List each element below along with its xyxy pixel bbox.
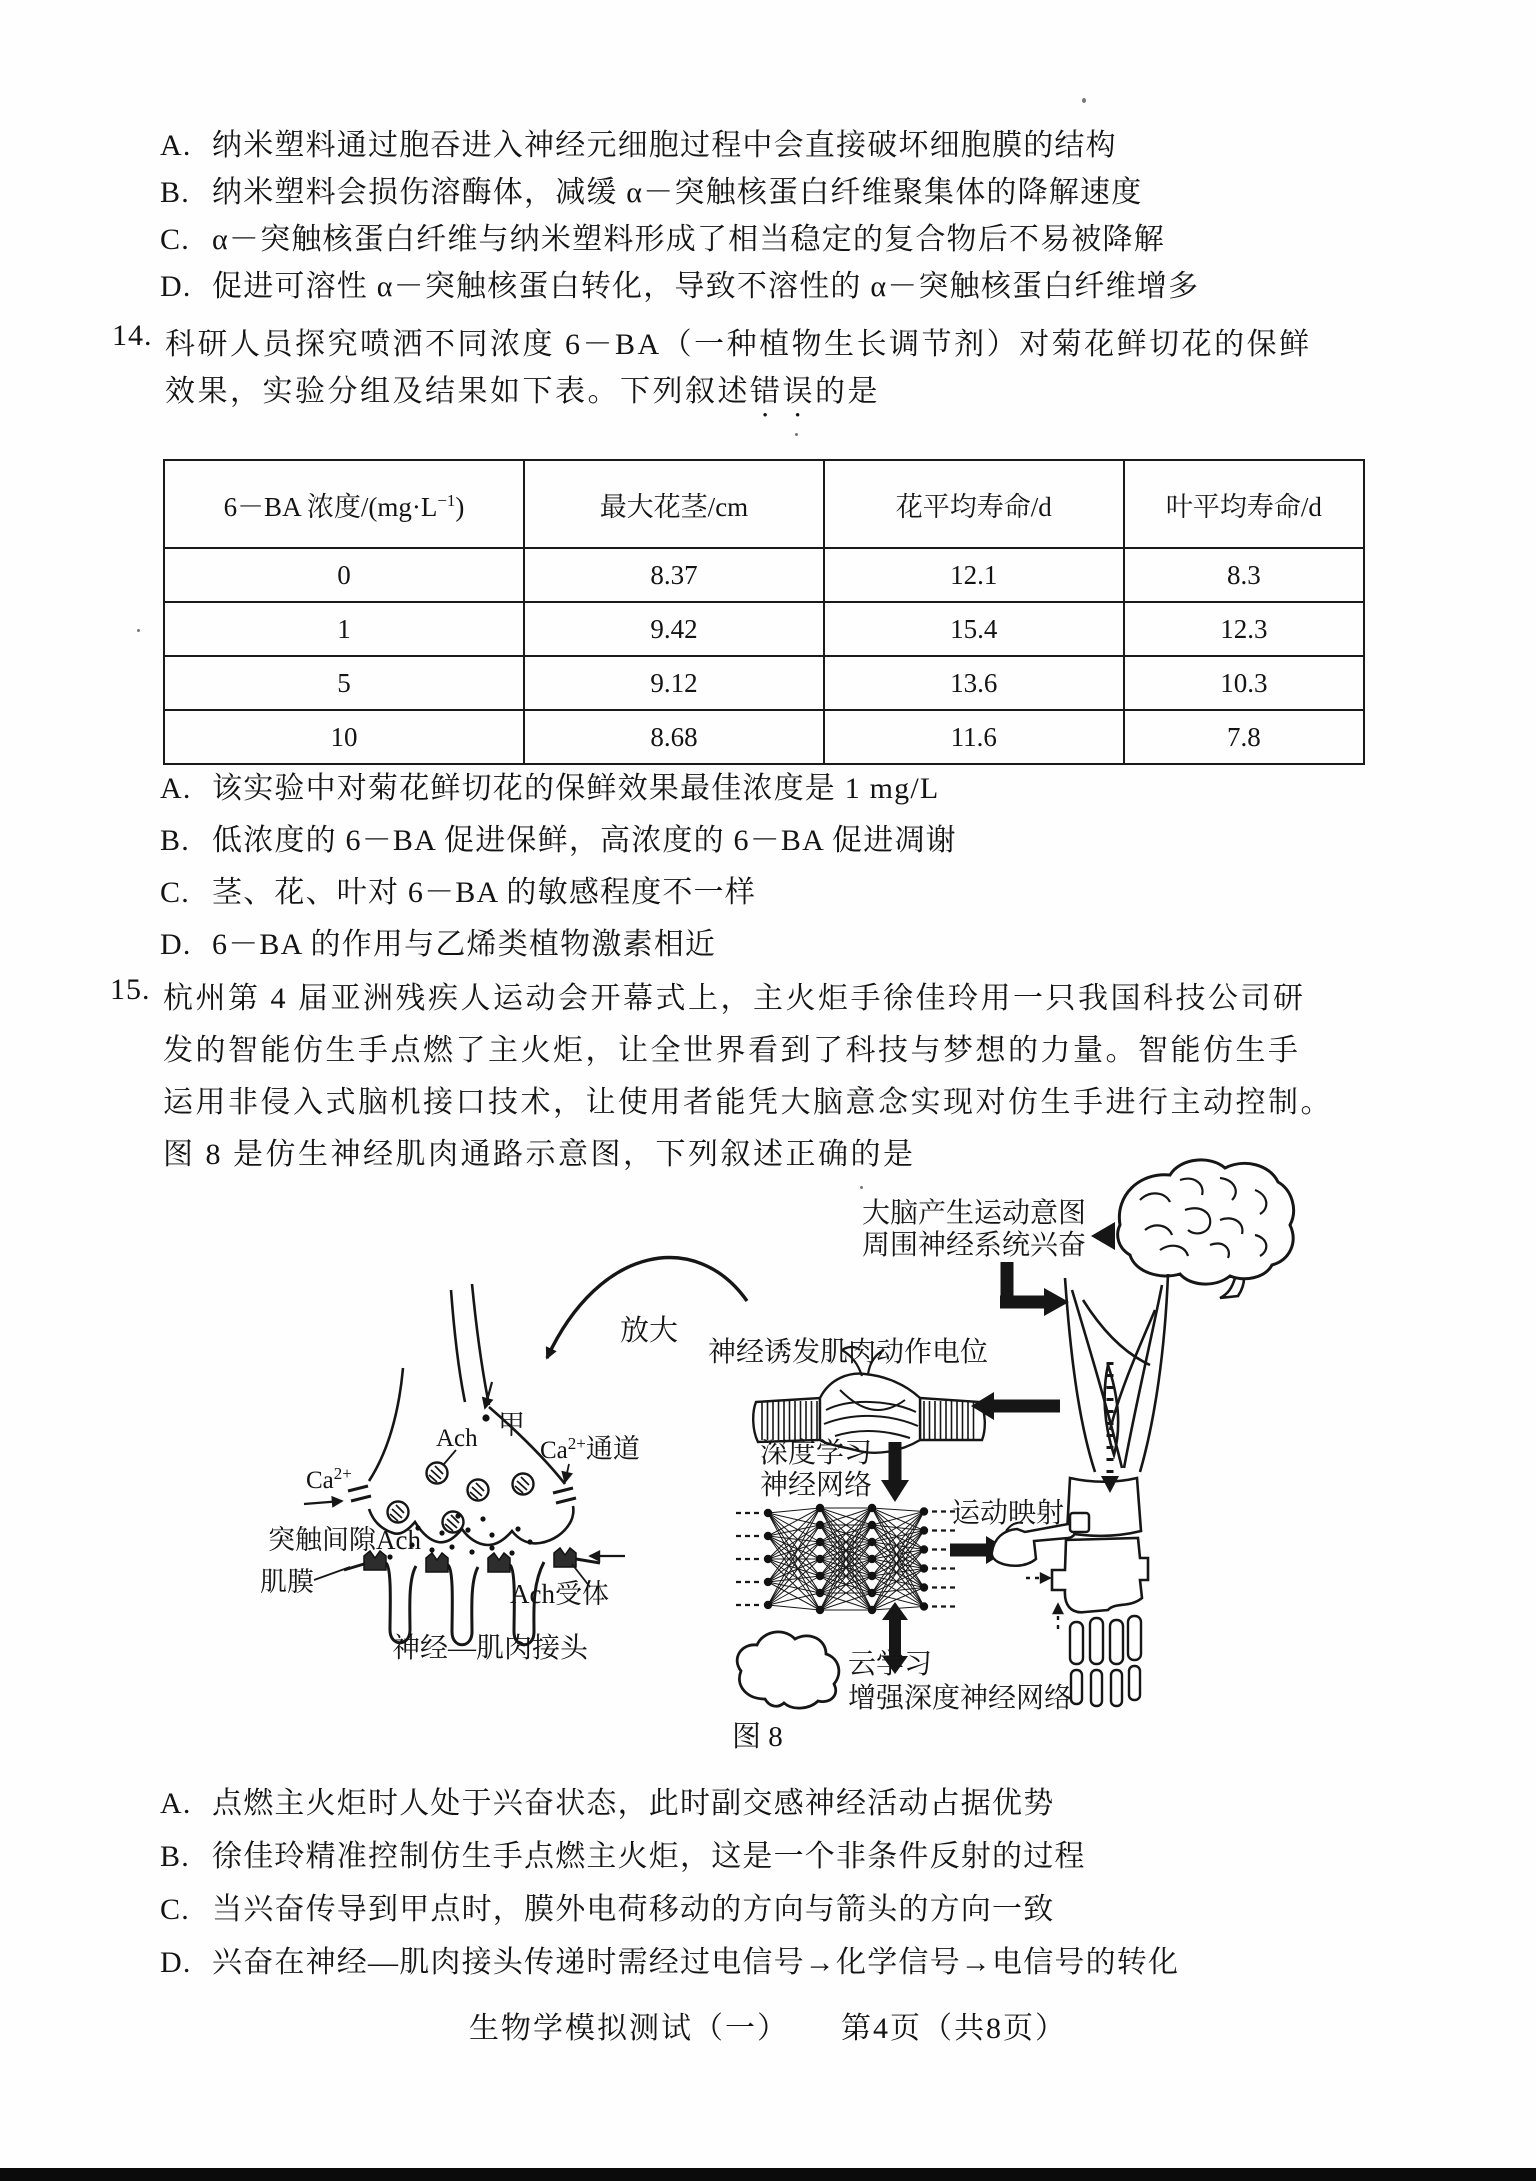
prosthetic-palm xyxy=(1052,1538,1148,1612)
cell: 12.3 xyxy=(1124,602,1364,656)
q15-option-c: C. 当兴奋传导到甲点时，膜外电荷移动的方向与箭头的方向一致 xyxy=(160,1893,1055,1926)
column-header-concentration: 6－BA 浓度$/(mg\cdot L^{-1})$ xyxy=(164,460,524,548)
q14-results-table xyxy=(163,459,1365,765)
cell: 0 xyxy=(164,548,524,602)
footer-title: 生物学模拟测试（一） xyxy=(469,2012,789,2045)
cell: 11.6 xyxy=(824,710,1124,764)
ach-vesicle-icon xyxy=(513,1474,534,1495)
scan-speck xyxy=(137,629,140,632)
point-jia-dot xyxy=(482,1414,489,1421)
q13-option-a xyxy=(160,128,1117,164)
deep-learning-label-line1: 深度学习 xyxy=(760,1438,873,1469)
q14-number: 14. xyxy=(112,319,153,352)
option-text: 纳米塑料会损伤溶酶体，减缓 α－突触核蛋白纤维聚集体的降解速度 xyxy=(212,176,1143,209)
cell: 12.1 xyxy=(824,548,1124,602)
ach-vesicle-icon xyxy=(427,1463,448,1484)
q15-option-d: D. 兴奋在神经—肌肉接头传递时需经过电信号→化学信号→电信号的转化 xyxy=(160,1946,1180,1979)
cell: 10.3 xyxy=(1124,656,1364,710)
cell: 15.4 xyxy=(824,602,1124,656)
ca-inflow-arrow-icon xyxy=(304,1501,342,1504)
option-letter: A. xyxy=(160,129,192,162)
emphasized-word: 错误 xyxy=(750,375,815,408)
cell: 10 xyxy=(164,710,524,764)
cell: 13.6 xyxy=(824,656,1124,710)
figure-caption: 图 8 xyxy=(732,1721,783,1753)
synaptic-cleft-label: 突触间隙Ach xyxy=(268,1525,421,1555)
q14-stem-line-2: 效果，实验分组及结果如下表。下列叙述错误的是 xyxy=(165,375,880,408)
scan-speck xyxy=(860,1186,863,1189)
q15-option-b: B. 徐佳玲精准控制仿生手点燃主火炬，这是一个非条件反射的过程 xyxy=(160,1840,1086,1873)
q15-stem-line-1: 杭州第 4 届亚洲残疾人运动会开幕式上，主火炬手徐佳玲用一只我国科技公司研 xyxy=(163,982,1306,1015)
option-letter: B. xyxy=(160,176,190,209)
biomimetic-pathway-diagram xyxy=(120,1150,1430,1762)
brain-label-line2: 周围神经系统兴奋 xyxy=(862,1230,1087,1261)
q15-stem-line-2: 发的智能仿生手点燃了主火炬，让全世界看到了科技与梦想的力量。智能仿生手 xyxy=(163,1034,1301,1067)
ach-label: Ach xyxy=(436,1425,478,1452)
ach-vesicle-icon xyxy=(443,1512,464,1533)
nmj-label: 神经—肌肉接头 xyxy=(392,1633,589,1664)
scan-edge-bar xyxy=(0,2168,1536,2181)
figure-8 xyxy=(120,1150,1430,1762)
pointer-line xyxy=(314,1567,350,1580)
column-header-flower-life: 花平均寿命/d xyxy=(824,460,1124,548)
option-letter: D. xyxy=(160,270,192,303)
cloud-learning-label: 云学习 xyxy=(848,1649,933,1680)
cell: 1 xyxy=(164,602,524,656)
q14-option-c: C. 茎、花、叶对 6－BA 的敏感程度不一样 xyxy=(160,876,757,909)
option-letter: C. xyxy=(160,223,190,256)
table-row xyxy=(164,548,1364,602)
ach-receptor-icon xyxy=(426,1553,448,1572)
cell: 9.42 xyxy=(524,602,824,656)
neural-network-icon xyxy=(736,1504,958,1614)
q14-option-b: B. 低浓度的 6－BA 促进保鲜，高浓度的 6－BA 促进凋谢 xyxy=(160,824,957,857)
pointer-arrow xyxy=(565,1464,569,1482)
ach-receptor-icon xyxy=(488,1553,510,1572)
q15-number: 15. xyxy=(110,973,151,1006)
option-text: 纳米塑料通过胞吞进入神经元细胞过程中会直接破坏细胞膜的结构 xyxy=(212,129,1117,162)
q15-option-a: A. 点燃主火炬时人处于兴奋状态，此时副交感神经活动占据优势 xyxy=(160,1787,1055,1820)
scan-speck xyxy=(795,433,798,436)
q13-option-c xyxy=(160,222,1165,258)
brain-icon xyxy=(1118,1160,1294,1298)
brain-label-line1: 大脑产生运动意图 xyxy=(862,1198,1087,1229)
table-row xyxy=(164,602,1364,656)
scan-speck xyxy=(1082,98,1086,103)
q13-option-b xyxy=(160,175,1142,211)
point-jia-label: 甲 xyxy=(498,1410,525,1440)
q14-option-d: D. 6－BA 的作用与乙烯类植物激素相近 xyxy=(160,928,717,961)
footer-page-number: 第4页（共8页） xyxy=(841,2012,1067,2045)
down-right-arrow-icon xyxy=(1000,1262,1069,1316)
table-row xyxy=(164,656,1364,710)
zoom-label: 放大 xyxy=(620,1315,679,1347)
q14-stem-line-1: 科研人员探究喷洒不同浓度 6－BA（一种植物生长调节剂）对菊花鲜切花的保鲜 xyxy=(165,328,1312,361)
cell: 7.8 xyxy=(1124,710,1364,764)
q15-stem-line-3: 运用非侵入式脑机接口技术，让使用者能凭大脑意念实现对仿生手进行主动控制。 xyxy=(163,1086,1333,1119)
calcium-channel-icon xyxy=(553,1488,576,1503)
prosthetic-fingers xyxy=(1070,1616,1141,1706)
table-header-row xyxy=(164,460,1364,548)
calcium-channel-icon xyxy=(348,1486,371,1501)
column-header-stem: 最大花茎/cm xyxy=(524,460,824,548)
ca-channel-label: $Ca^{2+}$通道 xyxy=(540,1434,640,1464)
ach-receptor-label: Ach受体 xyxy=(510,1579,609,1609)
cell: 5 xyxy=(164,656,524,710)
option-text: 促进可溶性 α－突触核蛋白转化，导致不溶性的 α－突触核蛋白纤维增多 xyxy=(212,270,1200,303)
sarcolemma-label: 肌膜 xyxy=(260,1567,314,1597)
cell: 8.3 xyxy=(1124,548,1364,602)
deep-learning-label-line2: 神经网络 xyxy=(760,1470,873,1501)
column-header-leaf-life: 叶平均寿命/d xyxy=(1124,460,1364,548)
option-text: α－突触核蛋白纤维与纳米塑料形成了相当稳定的复合物后不易被降解 xyxy=(212,223,1165,256)
page-footer xyxy=(0,2003,1536,2047)
enhance-network-label: 增强深度神经网络 xyxy=(848,1683,1073,1714)
cell: 9.12 xyxy=(524,656,824,710)
q13-option-d xyxy=(160,269,1199,305)
cell: 8.37 xyxy=(524,548,824,602)
ach-vesicle-icon xyxy=(388,1502,409,1523)
ach-vesicle-icon xyxy=(468,1480,489,1501)
ca-label: $Ca^{2+}$ xyxy=(306,1464,352,1494)
q14-option-a: A. 该实验中对菊花鲜切花的保鲜效果最佳浓度是 1 mg/L xyxy=(160,772,940,805)
motion-mapping-label: 运动映射 xyxy=(952,1498,1065,1529)
pointer-line xyxy=(444,1450,456,1464)
left-triangle-arrow-icon xyxy=(1091,1222,1115,1250)
q15-stem-line-4: 图 8 是仿生神经肌肉通路示意图，下列叙述正确的是 xyxy=(163,1138,916,1171)
muscle-ap-label: 神经诱发肌肉动作电位 xyxy=(708,1337,989,1368)
cell: 8.68 xyxy=(524,710,824,764)
table-row xyxy=(164,710,1364,764)
cloud-icon xyxy=(737,1632,839,1708)
